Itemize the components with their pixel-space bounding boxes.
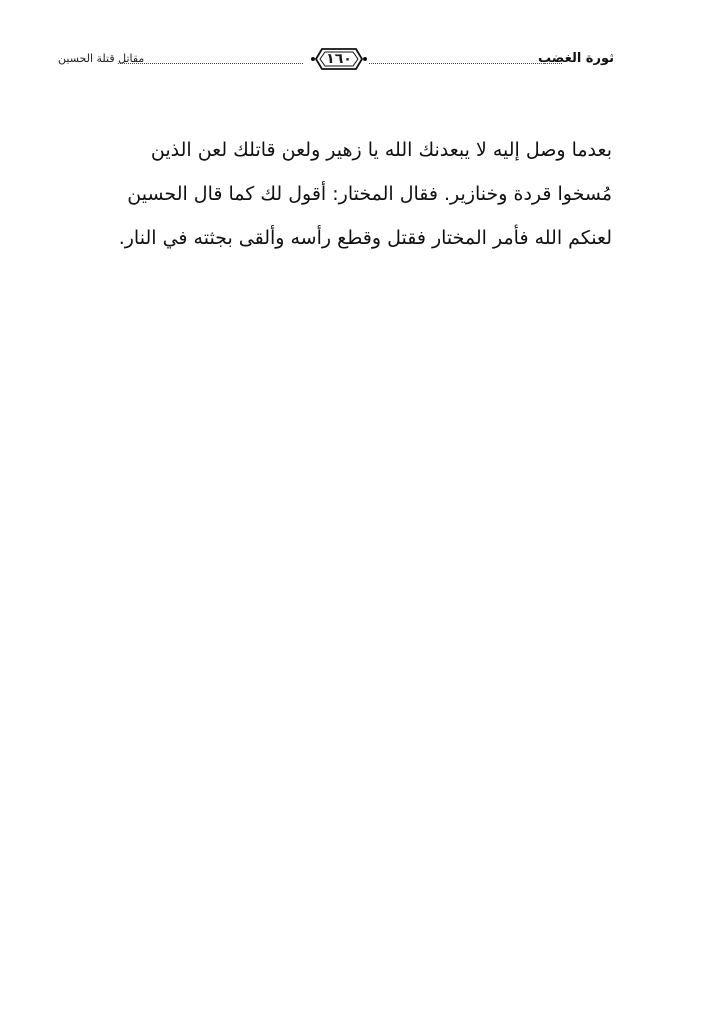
page-number: ١٦٠ — [326, 51, 352, 67]
body-line-2: مُسخوا قردة وخنازير. فقال المختار: أقول لك كما قال الحسين — [127, 183, 612, 205]
header-dotted-leader-left — [118, 63, 303, 64]
body-line-1: بعدما وصل إليه لا يبعدنك الله يا زهير ولعن قاتلك لعن الذين — [150, 139, 612, 161]
page-number-badge — [310, 44, 368, 74]
body-paragraph — [106, 128, 612, 260]
book-title: ثورة الغضب — [538, 51, 614, 66]
header-dotted-leader-right — [369, 63, 562, 64]
chapter-title: مقاتل قتلة الحسين — [58, 52, 145, 65]
page-header — [58, 44, 614, 74]
body-line-3: لعنكم الله فأمر المختار فقتل وقطع رأسه وألقى بجثته في النار. — [118, 227, 612, 249]
